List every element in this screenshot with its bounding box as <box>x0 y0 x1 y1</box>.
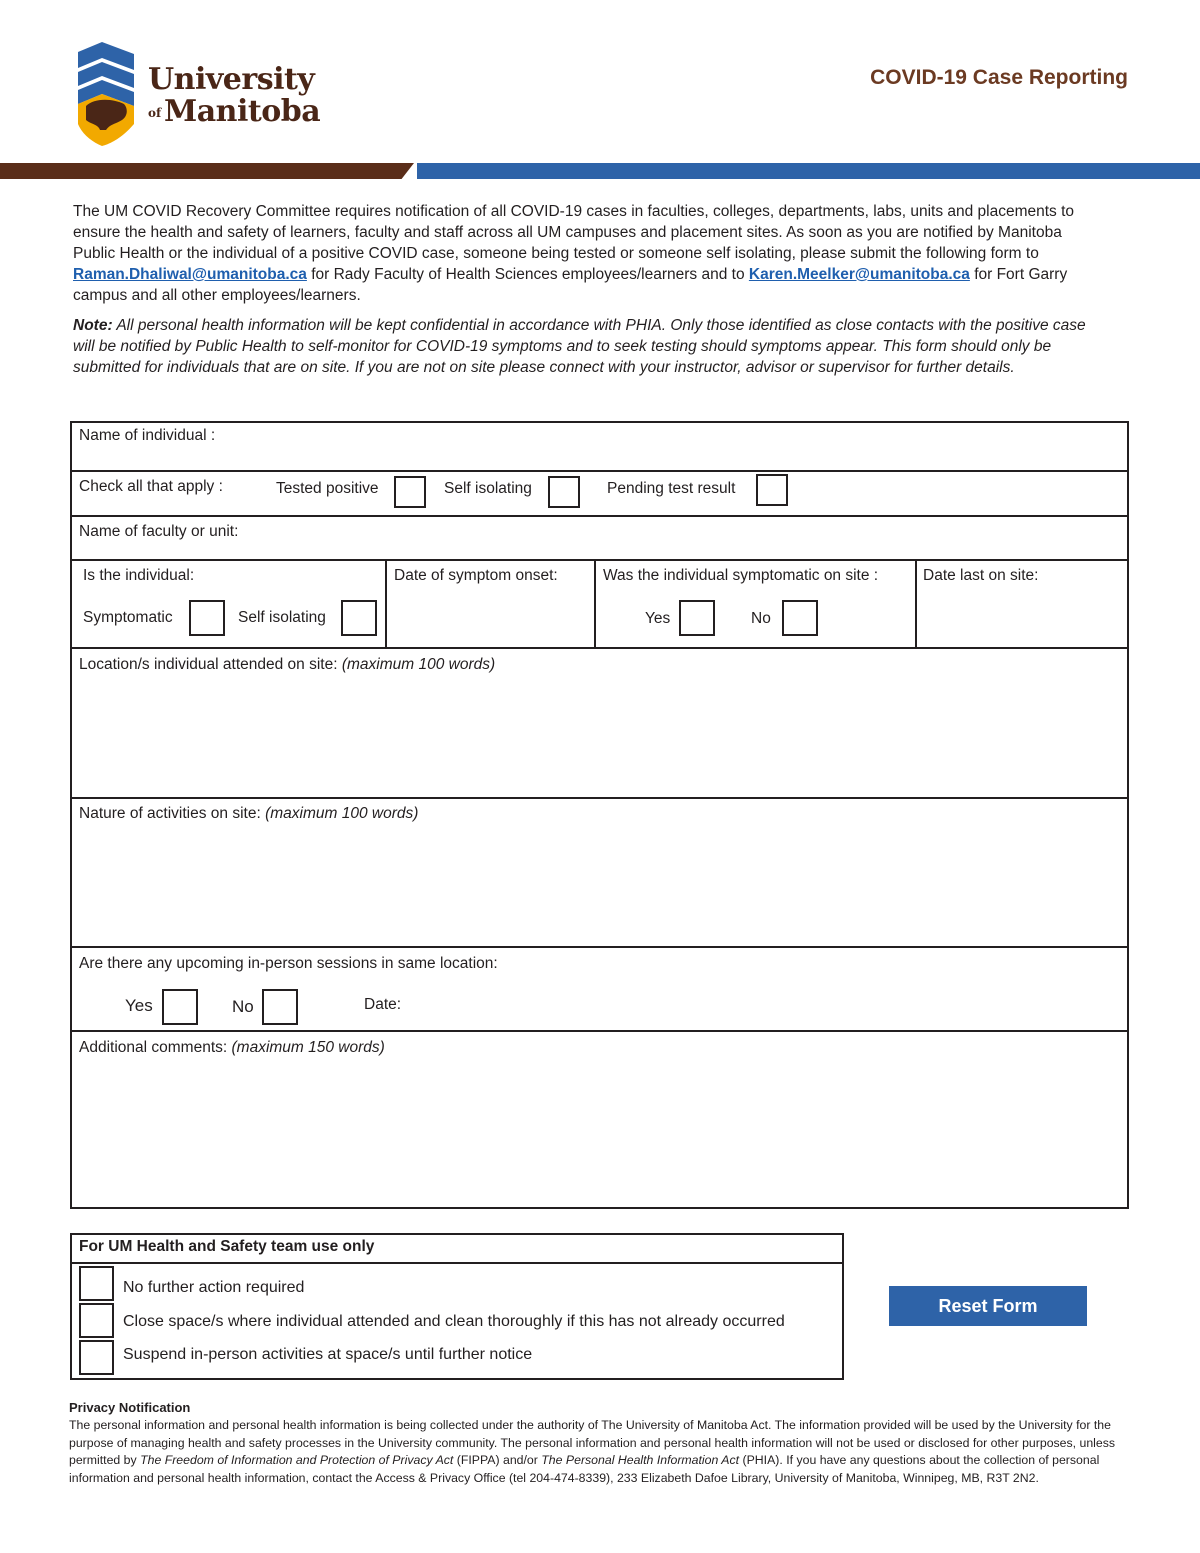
suspend-activities-checkbox[interactable] <box>79 1340 114 1375</box>
faculty-unit-label: Name of faculty or unit: <box>79 523 239 540</box>
no-further-action-checkbox[interactable] <box>79 1266 114 1301</box>
document-title: COVID-19 Case Reporting <box>870 66 1128 89</box>
locations-label-text: Location/s individual attended on site: <box>79 656 342 673</box>
logo-text-of: of <box>148 106 162 120</box>
privacy-act-phia: The Personal Health Information Act <box>541 1453 740 1468</box>
symptomatic-no-checkbox[interactable] <box>782 600 818 636</box>
no-further-action-label: No further action required <box>123 1279 305 1296</box>
name-of-individual-label: Name of individual : <box>79 427 216 444</box>
pending-test-label: Pending test result <box>607 480 736 497</box>
note-text: All personal health information will be kept confidential in accordance with PHIA. Only those identified as close contacts with the positive case will be notified by Public Health to self-monitor for COVID-19 symptoms and to seek testing should symptoms appear. This form should only be submitted for individuals that are on site. If you are not on site please connect with your instructor, advisor or supervisor for further details. <box>73 317 1086 376</box>
privacy-text-1: The personal information and personal health information is being collected under the authority of The University of Manitoba Act. The information provided will be used by the University for the purpose of managing health and safety processes in the University community. The personal information and personal health information will not be used or disclosed for other purposes, unless permitted by <box>69 1418 1116 1468</box>
locations-label <box>79 656 495 674</box>
date-last-onsite-label: Date last on site: <box>923 567 1039 584</box>
header-bar-brown <box>0 163 414 179</box>
upcoming-date-label: Date: <box>364 996 402 1013</box>
symptomatic-yes-label: Yes <box>645 610 671 627</box>
logo-text-university: University <box>148 62 315 97</box>
header-bar-blue <box>417 163 1200 179</box>
symptom-onset-label: Date of symptom onset: <box>394 567 558 584</box>
symptomatic-yes-checkbox[interactable] <box>679 600 715 636</box>
pending-test-checkbox[interactable] <box>756 474 788 506</box>
symptomatic-label: Symptomatic <box>83 609 173 626</box>
privacy-act-fippa: The Freedom of Information and Protection of Privacy Act <box>140 1453 454 1468</box>
symptomatic-onsite-label: Was the individual symptomatic on site : <box>603 567 879 584</box>
privacy-text-3: (PHIA). If you have any questions about the collection of personal information and personal health information, contact the Access & Privacy Office (tel 204-474-8339), 233 Elizabeth Dafoe Library, University of Manitoba, Winnipeg, MB, R3T 2N2. <box>69 1453 1100 1485</box>
symptomatic-checkbox[interactable] <box>189 600 225 636</box>
is-individual-label: Is the individual: <box>83 567 195 584</box>
logo-text-manitoba: Manitoba <box>164 94 321 129</box>
health-safety-title: For UM Health and Safety team use only <box>79 1238 375 1255</box>
upcoming-sessions-label: Are there any upcoming in-person sessions in same location: <box>79 955 498 972</box>
upcoming-no-checkbox[interactable] <box>262 989 298 1025</box>
self-isolating-2-checkbox[interactable] <box>341 600 377 636</box>
note-label: Note: <box>73 317 113 334</box>
close-space-label: Close space/s where individual attended and clean thoroughly if this has not already occurred <box>123 1313 785 1330</box>
upcoming-yes-label: Yes <box>125 996 153 1015</box>
privacy-text-2: (FIPPA) and/or <box>453 1453 542 1468</box>
tested-positive-checkbox[interactable] <box>394 476 426 508</box>
locations-hint: (maximum 100 words) <box>341 656 496 673</box>
email-link-meelker[interactable]: Karen.Meelker@umanitoba.ca <box>748 266 970 283</box>
university-logo <box>72 40 321 150</box>
privacy-title: Privacy Notification <box>69 1400 191 1415</box>
self-isolating-label: Self isolating <box>444 480 532 497</box>
comments-label <box>79 1039 385 1057</box>
bison-shield-icon <box>72 40 136 148</box>
note-paragraph <box>73 315 1103 378</box>
comments-hint: (maximum 150 words) <box>231 1039 385 1056</box>
upcoming-no-label: No <box>232 997 254 1016</box>
reset-form-button[interactable]: Reset Form <box>889 1286 1087 1326</box>
tested-positive-label: Tested positive <box>276 480 379 497</box>
activities-hint: (maximum 100 words) <box>265 805 419 822</box>
check-all-label: Check all that apply : <box>79 478 223 495</box>
activities-label-text: Nature of activities on site: <box>79 805 266 822</box>
intro-text-2: for Rady Faculty of Health Sciences employees/learners and to <box>306 266 749 283</box>
suspend-activities-label: Suspend in-person activities at space/s until further notice <box>123 1346 533 1363</box>
email-link-dhaliwal[interactable]: Raman.Dhaliwal@umanitoba.ca <box>73 266 307 283</box>
symptomatic-no-label: No <box>751 610 771 627</box>
close-space-checkbox[interactable] <box>79 1303 114 1338</box>
intro-paragraph <box>73 201 1103 306</box>
privacy-paragraph <box>69 1417 1129 1487</box>
upcoming-yes-checkbox[interactable] <box>162 989 198 1025</box>
self-isolating-checkbox[interactable] <box>548 476 580 508</box>
comments-label-text: Additional comments: <box>79 1039 232 1056</box>
activities-label <box>79 805 418 823</box>
self-isolating-2-label: Self isolating <box>238 609 326 626</box>
intro-text-1: The UM COVID Recovery Committee requires notification of all COVID-19 cases in faculties, colleges, departments, labs, units and placements to ensure the health and safety of learners, faculty and staff across all UM campuses and placement sites. As soon as you are notified by Manitoba Public Health or the individual of a positive COVID case, someone being tested or someone self isolating, please submit the following form to <box>73 203 1075 262</box>
intro-text-3: for Fort Garry campus and all other employees/learners. <box>73 266 1068 304</box>
